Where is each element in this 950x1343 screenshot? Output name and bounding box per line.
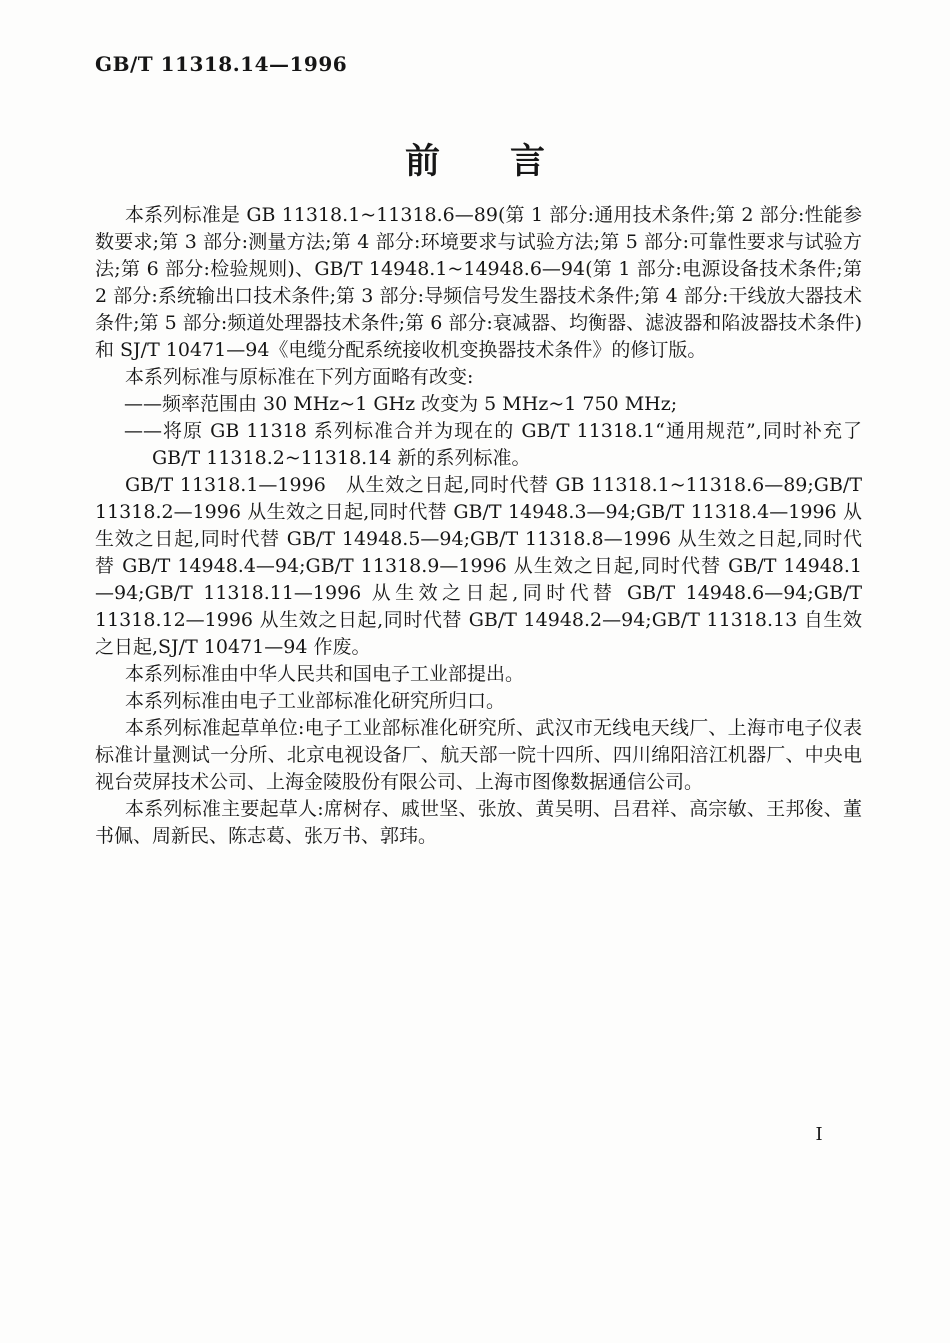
foreword-paragraph-drafters: 本系列标准主要起草人:席树存、戚世坚、张放、黄吴明、吕君祥、高宗敏、王邦俊、董书佩、周新民、陈志葛、张万书、郭玮。 [95,798,862,847]
foreword-list-item-frequency-range: ——频率范围由 30 MHz~1 GHz 改变为 5 MHz~1 750 MHz; [124,393,678,415]
page-title: 前 言 [404,141,545,182]
standard-number: GB/T 11318.14—1996 [95,52,348,76]
foreword-paragraph-changes-intro: 本系列标准与原标准在下列方面略有改变: [125,366,474,388]
page-number: I [815,1124,823,1145]
foreword-body [95,202,862,850]
foreword-paragraph-centralized-by: 本系列标准由电子工业部标准化研究所归口。 [125,690,506,712]
foreword-paragraph-series-intro: 本系列标准是 GB 11318.1~11318.6—89(第 1 部分:通用技术条件;第 2 部分:性能参数要求;第 3 部分:测量方法;第 4 部分:环境要求与试验方法;第 5 部分:可靠性要求与试验方法;第 6 部分:检验规则)、GB/T 14948.1~14948.6—94(第 1 部分:电源设备技术条件;第 2 部分:系统输出口技术条件;第 3 部分:导频信号发生器技术条件;第 4 部分:干线放大器技术条件;第 5 部分:频道处理器技术条件;第 6 部分:衰减器、均衡器、滤波器和陷波器技术条件)和 SJ/T 10471—94《电缆分配系统接收机变换器技术条件》的修订版。 [95,204,862,361]
foreword-paragraph-drafting-organizations: 本系列标准起草单位:电子工业部标准化研究所、武汉市无线电天线厂、上海市电子仪表标准计量测试一分所、北京电视设备厂、航天部一院十四所、四川绵阳涪江机器厂、中央电视台荧屏技术公司、上海金陵股份有限公司、上海市图像数据通信公司。 [95,717,862,793]
foreword-paragraph-proposed-by: 本系列标准由中华人民共和国电子工业部提出。 [125,663,525,685]
foreword-paragraph-replacements: GB/T 11318.1—1996 从生效之日起,同时代替 GB 11318.1~11318.6—89;GB/T 11318.2—1996 从生效之日起,同时代替 GB/T 14948.3—94;GB/T 11318.4—1996 从生效之日起,同时代替 GB/T 14948.5—94;GB/T 11318.8—1996 从生效之日起,同时代替 GB/T 14948.4—94;GB/T 11318.9—1996 从生效之日起,同时代替 GB/T 14948.1—94;GB/T 11318.11—1996 从生效之日起,同时代替 GB/T 14948.6—94;GB/T 11318.12—1996 从生效之日起,同时代替 GB/T 14948.2—94;GB/T 11318.13 自生效之日起,SJ/T 10471—94 作废。 [95,474,862,658]
foreword-list-item-series-merge: ——将原 GB 11318 系列标准合并为现在的 GB/T 11318.1“通用规范”,同时补充了 GB/T 11318.2~11318.14 新的系列标准。 [124,420,862,469]
